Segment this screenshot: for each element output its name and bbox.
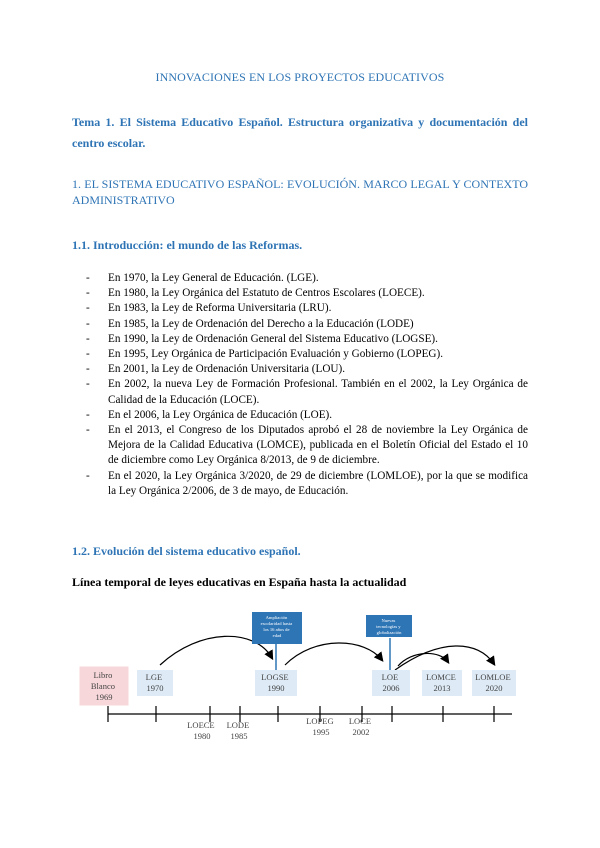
callout-loe-line: globalización — [376, 630, 402, 635]
list-item-text: En el 2013, el Congreso de los Diputados aprobó el 28 de noviembre la Ley Orgánica de Mejora de la Calidad Educativa (LOMCE), publicada en el Boletín Oficial del Estado el 10 de diciembre como Ley Orgánica 8/2013, de 9 de diciembre. — [108, 424, 528, 467]
list-item-text: En 1983, la Ley de Reforma Universitaria (LRU). — [108, 302, 332, 315]
box-loe-label: LOE — [381, 672, 399, 682]
bottom-label-lopeg: 1995 — [312, 727, 330, 737]
list-item — [72, 332, 528, 347]
list-item — [72, 469, 528, 499]
callout-logse-line: Ampliación — [265, 615, 288, 620]
list-item-text: En 1995, Ley Orgánica de Participación Evaluación y Gobierno (LOPEG). — [108, 348, 444, 361]
list-item-text: En 1990, la Ley de Ordenación General del Sistema Educativo (LOGSE). — [108, 332, 438, 345]
box-logse-label: LOGSE — [261, 672, 289, 682]
svg-text:LOPEG 1995 — [306, 716, 336, 737]
section-heading: 1. EL SISTEMA EDUCATIVO ESPAÑOL: EVOLUCIÓN. MARCO LEGAL Y CONTEXTO ADMINISTRATIVO — [72, 177, 528, 207]
svg-text:LGE 1970 — [146, 672, 165, 693]
list-item — [72, 423, 528, 469]
svg-text:LOE 2006 — [382, 672, 401, 693]
svg-text:LOCE 2002 — [349, 716, 373, 737]
subsection-heading-reforms: 1.1. Introducción: el mundo de las Reformas. — [72, 238, 303, 252]
bottom-label-lode: LODE — [226, 720, 250, 730]
box-loe-label: 2006 — [382, 683, 400, 693]
list-item — [72, 317, 528, 332]
list-dash: - — [86, 408, 90, 421]
list-item-text: En 1985, la Ley de Ordenación del Derecho a la Educación (LODE) — [108, 317, 414, 330]
list-dash: - — [86, 287, 90, 300]
box-lge-label: LGE — [145, 672, 163, 682]
timeline-diagram — [0, 600, 600, 750]
list-dash: - — [86, 469, 90, 482]
list-item-text: En el 2006, la Ley Orgánica de Educación (LOE). — [108, 408, 333, 421]
list-dash: - — [86, 272, 90, 284]
arrow-logse-to-loe — [285, 643, 382, 665]
box-lomloe-label: 2020 — [485, 683, 503, 693]
box-lomce-label: LOMCE — [426, 672, 456, 682]
svg-text:LODE 1985 — [227, 720, 252, 741]
list-dash: - — [86, 317, 90, 330]
list-item-text: En 1970, la Ley General de Educación. (LGE). — [108, 272, 319, 284]
bottom-label-loce: LOCE — [348, 716, 372, 726]
timeline-title: Línea temporal de leyes educativas en España hasta la actualidad — [72, 575, 407, 589]
svg-text:LOECE 1980 — [187, 720, 217, 741]
list-item — [72, 408, 528, 423]
arrow-loe-to-lomce — [398, 653, 448, 666]
list-item-text: En 2002, la nueva Ley de Formación Profesional. También en el 2002, la Ley Orgánica de Calidad de la Educación (LOCE). — [108, 378, 528, 406]
bottom-label-lode: 1985 — [230, 731, 248, 741]
box-logse-label: 1990 — [267, 683, 285, 693]
list-dash: - — [86, 302, 90, 315]
box-lge-label: 1970 — [146, 683, 164, 693]
list-item — [72, 347, 528, 362]
callout-logse-line: escolaridad hasta — [260, 621, 293, 626]
bottom-label-loece: LOECE — [187, 720, 215, 730]
callout-logse-line: los 16 años de — [263, 627, 290, 632]
list-dash: - — [86, 424, 90, 437]
laws-list — [72, 271, 528, 499]
list-item — [72, 286, 528, 301]
list-dash: - — [86, 378, 90, 391]
list-item — [72, 301, 528, 316]
bottom-label-lopeg: LOPEG — [306, 716, 334, 726]
list-item-text: En 1980, la Ley Orgánica del Estatuto de Centros Escolares (LOECE). — [108, 287, 425, 300]
subsection-heading-evolution: 1.2. Evolución del sistema educativo español. — [72, 544, 301, 558]
box-libro-blanco-label: 1969 — [95, 692, 113, 702]
list-dash: - — [86, 363, 90, 376]
list-dash: - — [86, 332, 90, 345]
bottom-label-loce: 2002 — [352, 727, 370, 737]
box-lomloe-label: LOMLOE — [475, 672, 511, 682]
callout-loe-line: Nuevas — [381, 618, 396, 623]
list-dash: - — [86, 348, 90, 361]
list-item-text: En el 2020, la Ley Orgánica 3/2020, de 29 de diciembre (LOMLOE), por la que se modifica la Ley Orgánica 2/2006, de 3 de mayo, de Educación. — [108, 469, 528, 497]
callout-logse-line: edad — [272, 633, 282, 638]
box-lomce-label: 2013 — [433, 683, 451, 693]
list-item — [72, 271, 528, 286]
list-item — [72, 362, 528, 377]
document-title: INNOVACIONES EN LOS PROYECTOS EDUCATIVOS — [155, 70, 445, 84]
topic-heading: Tema 1. El Sistema Educativo Español. Estructura organizativa y documentación del centro escolar. — [72, 115, 528, 150]
callout-loe-line: tecnologías y — [376, 624, 401, 629]
bottom-label-loece: 1980 — [193, 731, 211, 741]
box-libro-blanco-label: Libro — [93, 670, 113, 680]
box-libro-blanco-label: Blanco — [90, 681, 115, 691]
list-item-text: En 2001, la Ley de Ordenación Universitaria (LOU). — [108, 363, 346, 376]
list-item — [72, 377, 528, 407]
